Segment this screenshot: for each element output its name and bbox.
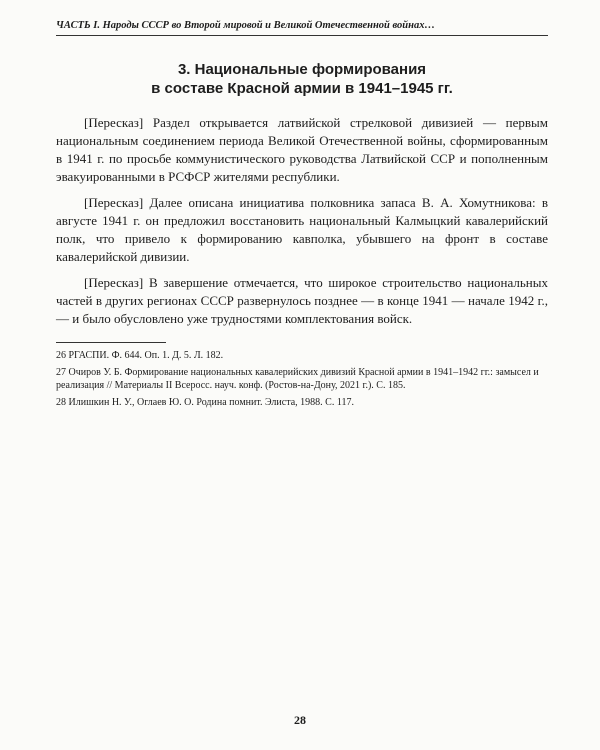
footnote: 27 Очиров У. Б. Формирование национальных кавалерийских дивизий Красной армии в 1941–1942 гг.: замысел и реализация // Материалы II Всеросс. науч. конф. (Ростов-на-Дону, 2021 г.). С. 185. bbox=[56, 367, 539, 391]
running-header: ЧАСТЬ I. Народы СССР во Второй мировой и Великой Отечественной войнах… bbox=[56, 20, 548, 36]
body-summary bbox=[56, 114, 548, 328]
summary-paragraph: [Пересказ] В завершение отмечается, что широкое строительство национальных частей в других регионах СССР развернулось позднее — в конце 1941 — начале 1942 г., — и было обусловлено уже трудностями комплектования войск. bbox=[56, 275, 548, 326]
section-title-line1: 3. Национальные формирования bbox=[177, 61, 427, 78]
summary-paragraph: [Пересказ] Раздел открывается латвийской стрелковой дивизией — первым национальным соединением периода Великой Отечественной войны, сформированным в 1941 г. по просьбе коммунистического руководства Латвийской ССР и пополненным эвакуированными в РСФСР жителями республики. bbox=[56, 115, 548, 184]
section-title-line2: в составе Красной армии в 1941–1945 гг. bbox=[151, 80, 453, 97]
summary-paragraph: [Пересказ] Далее описана инициатива полковника запаса В. А. Хомутникова: в августе 1941 г. он предложил восстановить национальный Калмыцкий кавалерийский полк, что привело к формированию кавполка, убывшего на фронт в составе кавалерийской дивизии. bbox=[56, 195, 548, 264]
page-number: 28 bbox=[294, 713, 306, 727]
footnote: 26 РГАСПИ. Ф. 644. Оп. 1. Д. 5. Л. 182. bbox=[56, 350, 224, 361]
footnotes bbox=[56, 349, 548, 409]
section-title bbox=[56, 60, 548, 98]
footnote: 28 Илишкин Н. У., Оглаев Ю. О. Родина помнит. Элиста, 1988. С. 117. bbox=[56, 397, 354, 408]
footnote-divider bbox=[56, 342, 166, 343]
